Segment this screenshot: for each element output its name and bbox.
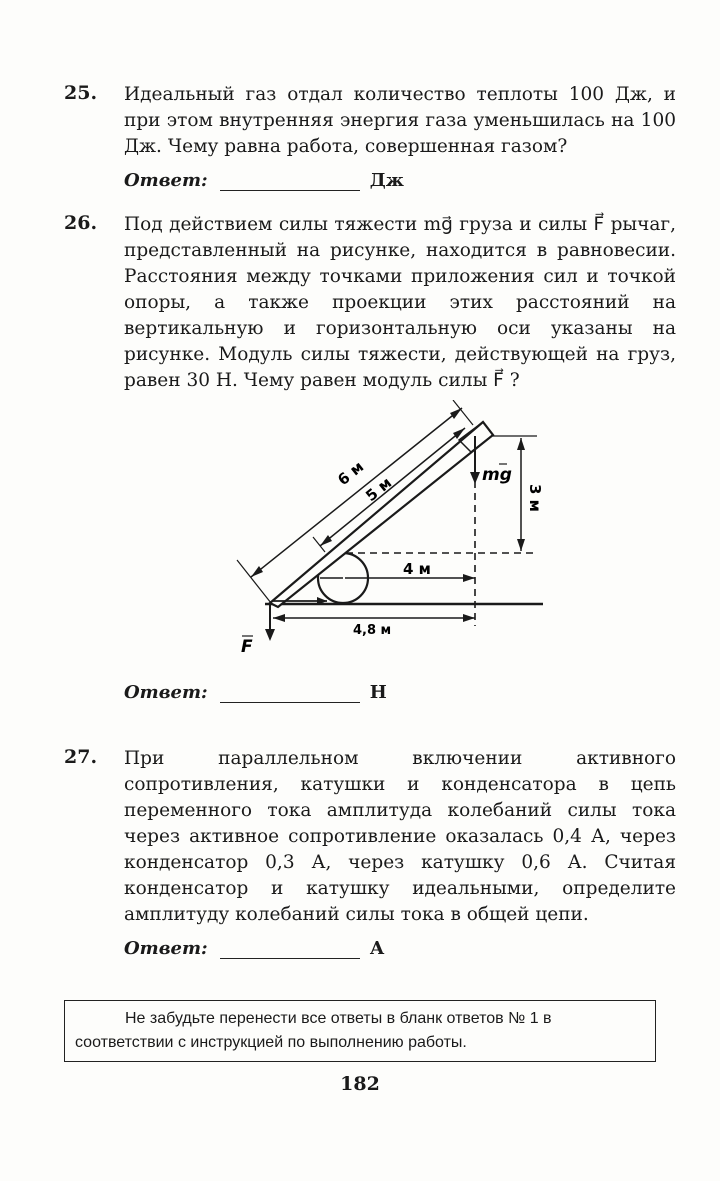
answer-unit: Дж [369, 170, 404, 191]
label-F: F [241, 637, 253, 657]
label-6m: 6 м [334, 457, 368, 490]
problem-number: 27. [64, 746, 98, 768]
answer-field[interactable] [220, 684, 360, 703]
answer-unit: А [369, 938, 385, 959]
problem-text: Идеальный газ отдал количество теплоты 100 Дж, и при этом внутренняя энергия газа уменьшилась на 100 Дж. Чему равна работа, совершенная газом? [124, 84, 676, 157]
problem-number: 25. [64, 82, 98, 104]
notice-text: Не забудьте перенести все ответы в бланк ответов № 1 в соответствии с инструкцией по выполнению работы. [75, 1010, 552, 1051]
label-5m: 5 м [362, 473, 396, 506]
label-3m: 3 м [526, 484, 544, 512]
answer-row [124, 938, 676, 959]
label-mg: mg [482, 465, 512, 485]
problem-text: При параллельном включении активного сопротивления, катушки и конденсатора в цепь переменного тока амплитуда колебаний силы тока через активное сопротивление оказалась 0,4 А, через конденсатор 0,3 А, через катушку 0,6 А. Считая конденсатор и катушку идеальными, определите амплитуду колебаний силы тока в общей цепи. [124, 748, 676, 925]
page-number: 182 [340, 1073, 380, 1095]
answer-label: Ответ: [124, 938, 208, 959]
problem-25 [64, 82, 676, 191]
label-48m: 4,8 м [353, 623, 392, 638]
problem-26 [64, 212, 676, 394]
notice-box [64, 1000, 656, 1062]
dimension-6m [251, 408, 462, 577]
problem-text: Под действием силы тяжести mg⃗ груза и силы F⃗ рычаг, представленный на рисунке, находится в равновесии. Расстояния между точками приложения сил и точкой опоры, а также проекции этих расстояний на вертикальную и горизонтальную оси указаны на рисунке. Модуль силы тяжести, действующей на груз, равен 30 Н. Чему равен модуль силы F⃗ ? [124, 214, 676, 391]
label-4m: 4 м [403, 560, 431, 578]
lever-board [270, 422, 493, 607]
answer-field[interactable] [220, 172, 360, 191]
lever-figure [225, 400, 555, 665]
problem-number: 26. [64, 212, 98, 234]
answer-label: Ответ: [124, 682, 208, 703]
problem-27 [64, 746, 676, 959]
answer-label: Ответ: [124, 170, 208, 191]
answer-row [124, 682, 387, 703]
answer-unit: Н [369, 682, 387, 703]
answer-field[interactable] [220, 940, 360, 959]
answer-row [124, 170, 676, 191]
